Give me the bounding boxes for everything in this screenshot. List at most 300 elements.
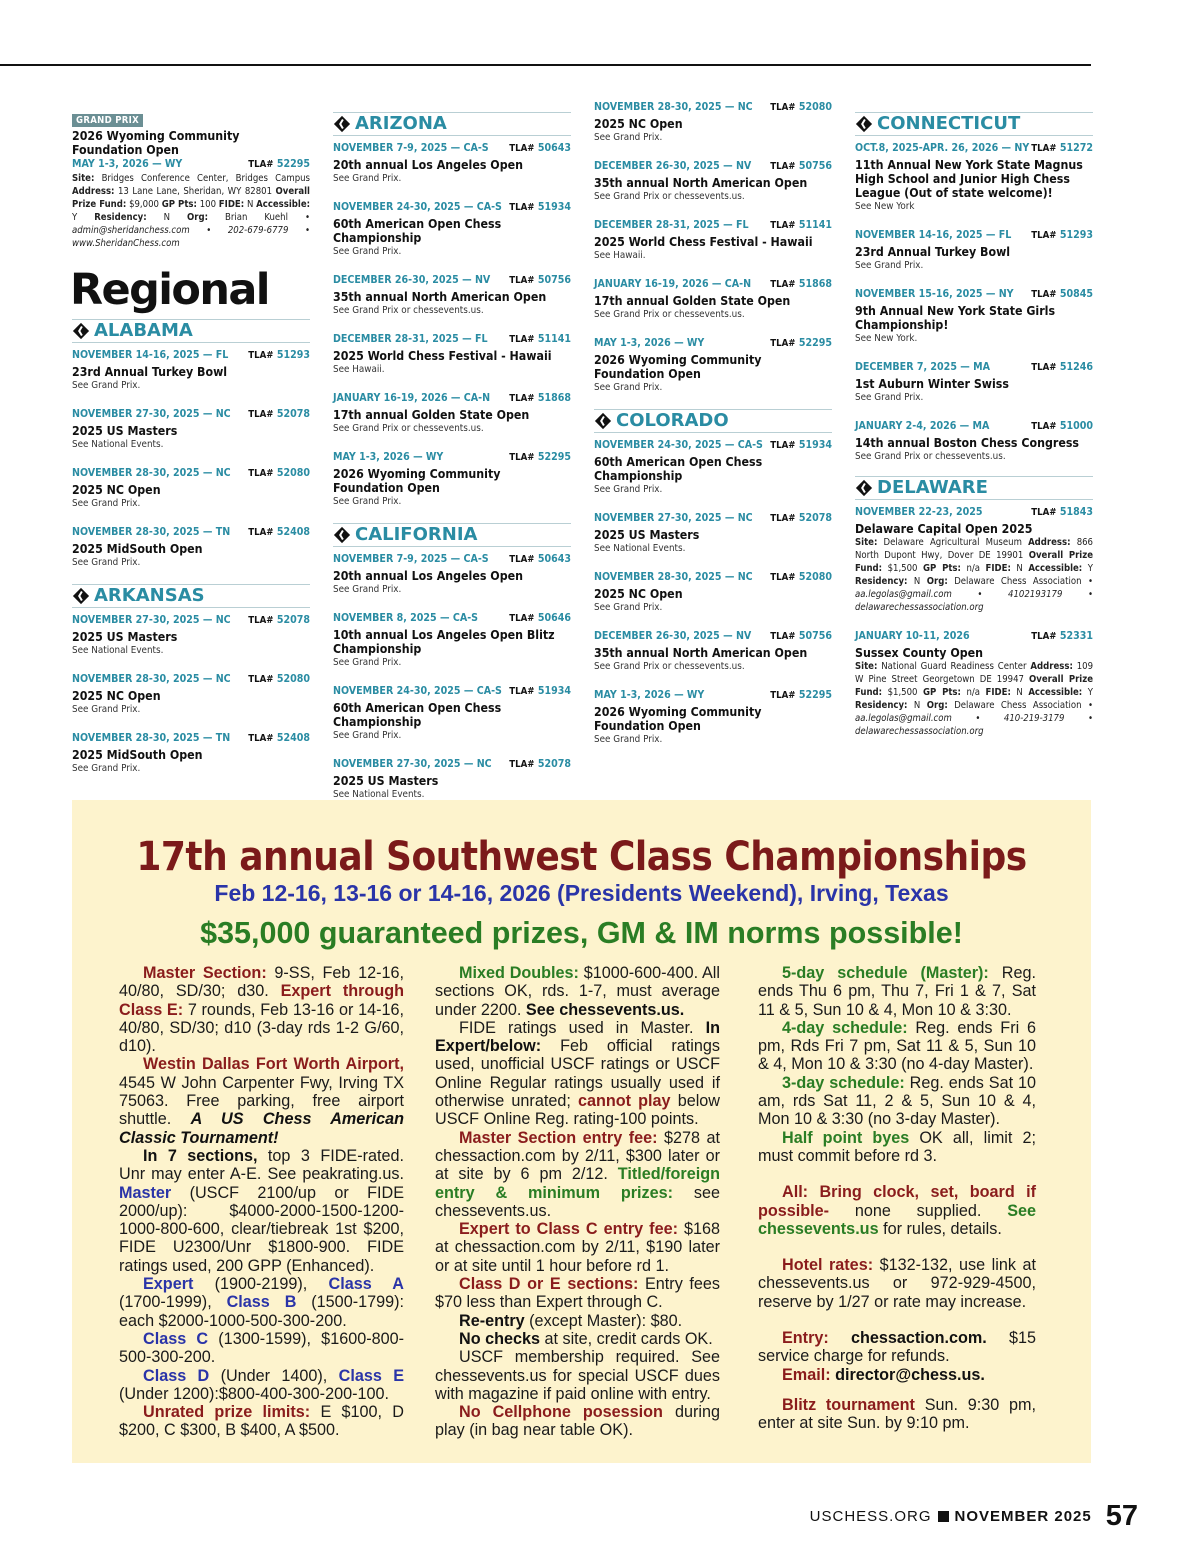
ad-prize-headline: $35,000 guaranteed prizes, GM & IM norms possible!	[200, 916, 963, 950]
tla-label: TLA#	[1031, 421, 1057, 432]
event-entry	[594, 511, 832, 555]
event-date: NOVEMBER 15-16, 2025 — NY	[855, 288, 1014, 300]
event-date: NOVEMBER 24-30, 2025 — CA-S	[594, 439, 763, 451]
tla-number: 52078	[537, 758, 571, 770]
event-entry	[333, 141, 571, 185]
ad-paragraph	[119, 1330, 404, 1367]
event-date-row	[855, 287, 1093, 302]
event-date-row	[333, 391, 571, 406]
ad-paragraph	[119, 964, 404, 1055]
ad-key: Titled/foreign entry & minimum prizes:	[435, 1165, 720, 1202]
tla-number: 51246	[1059, 361, 1093, 373]
event-date-row	[72, 525, 310, 540]
event-date: NOVEMBER 27-30, 2025 — NC	[72, 408, 231, 420]
tla-number: 52080	[276, 467, 310, 479]
event-note: See Grand Prix or chessevents.us.	[333, 305, 484, 316]
ad-paragraph	[435, 1220, 720, 1275]
event-title: 2025 MidSouth Open	[72, 748, 203, 762]
fide-label: FIDE:	[218, 199, 245, 210]
event-entry	[333, 552, 571, 596]
event-title: 2025 NC Open	[72, 483, 161, 497]
tla-number: 52080	[798, 101, 832, 113]
tla-number: 51000	[1059, 420, 1093, 432]
ad-paragraph	[435, 1330, 720, 1348]
event-date: NOVEMBER 28-30, 2025 — NC	[72, 467, 231, 479]
tla-number: 51934	[798, 439, 832, 451]
tla	[509, 684, 571, 699]
event-entry	[855, 287, 1093, 345]
event-date: JANUARY 16-19, 2026 — CA-N	[594, 278, 752, 290]
ad-paragraph	[758, 1366, 1036, 1384]
event-entry	[333, 273, 571, 317]
event-entry	[72, 407, 310, 451]
event-title: 2026 Wyoming Community Foundation Open	[594, 705, 762, 733]
chess-knight-icon	[855, 115, 873, 133]
ad-key: All: Bring clock, set, board if possible-	[758, 1183, 1036, 1220]
ad-text: (except Master): $80.	[524, 1311, 683, 1330]
tla	[509, 757, 571, 772]
ad-column-2	[435, 964, 720, 1440]
event-date: NOVEMBER 14-16, 2025 — FL	[855, 229, 1012, 241]
tla-label: TLA#	[248, 527, 274, 538]
ad-paragraph	[435, 1403, 720, 1440]
ad-column-3	[758, 964, 1036, 1433]
event-entry	[855, 228, 1093, 272]
event-date-row	[72, 348, 310, 363]
accessible-value: Y	[1087, 687, 1093, 698]
tla	[509, 552, 571, 567]
tla-label: TLA#	[770, 690, 796, 701]
ad-key: 5-day schedule (Master):	[782, 964, 989, 982]
ad-key: Expert through Class E:	[119, 982, 404, 1019]
event-note: See Grand Prix or chessevents.us.	[594, 191, 745, 202]
tla	[1031, 141, 1093, 156]
event-date: JANUARY 2-4, 2026 — MA	[855, 420, 990, 432]
fide-label: FIDE:	[985, 563, 1011, 574]
ad-text: (1300-1599), $1600-800-500-300-200.	[119, 1329, 404, 1367]
event-note: See Grand Prix.	[594, 484, 663, 495]
state-group	[855, 112, 1093, 463]
column-3	[594, 100, 832, 761]
state-group	[72, 584, 310, 775]
ad-text: 9-SS, Feb 12-16, 40/80, SD/30; d30.	[119, 964, 404, 1001]
tla	[509, 200, 571, 215]
ad-paragraph	[435, 1312, 720, 1330]
tla-number: 50646	[537, 612, 571, 624]
event-title: 10th annual Los Angeles Open Blitz Championship	[333, 628, 555, 656]
address-value: 866 North Dupont Hwy, Dover DE 19901	[855, 537, 1093, 561]
footer-site: USCHESS.ORG	[809, 1508, 932, 1525]
event-date: JANUARY 16-19, 2026 — CA-N	[333, 392, 491, 404]
event-date: NOVEMBER 28-30, 2025 — NC	[72, 673, 231, 685]
event-date: MAY 1-3, 2026 — WY	[594, 689, 705, 701]
tla-label: TLA#	[509, 759, 535, 770]
event-note: See National Events.	[333, 789, 425, 800]
event-date: NOVEMBER 24-30, 2025 — CA-S	[333, 685, 502, 697]
gp-value: 100	[199, 199, 217, 210]
tla-number: 52080	[798, 571, 832, 583]
ad-key: Master Section entry fee:	[459, 1128, 658, 1147]
tla-number: 51293	[1059, 229, 1093, 241]
chess-knight-icon	[333, 115, 351, 133]
tla	[770, 218, 832, 233]
event-date: NOVEMBER 8, 2025 — CA-S	[333, 612, 479, 624]
residency-value: N	[163, 212, 171, 223]
event-date-row	[594, 629, 832, 644]
event-date-row	[333, 273, 571, 288]
gp-value: n/a	[966, 563, 980, 574]
tla-label: TLA#	[509, 393, 535, 404]
event-title: 23rd Annual Turkey Bowl	[855, 245, 1011, 259]
event-note: See Grand Prix.	[72, 763, 141, 774]
tla	[1031, 419, 1093, 434]
contact-value: admin@sheridanchess.com • 202-679-6779 • www.SheridanChess.com	[72, 225, 310, 249]
accessible-value: Y	[72, 212, 78, 223]
tla-label: TLA#	[1031, 362, 1057, 373]
event-date: NOVEMBER 24-30, 2025 — CA-S	[333, 201, 502, 213]
event-entry	[855, 360, 1093, 404]
ad-paragraph	[119, 1367, 404, 1404]
fide-label: FIDE:	[985, 687, 1011, 698]
ad-text: for rules, details.	[878, 1219, 1002, 1238]
event-title: 23rd Annual Turkey Bowl	[72, 365, 228, 379]
event-sussex-county	[855, 629, 1093, 738]
site-label: Site:	[72, 173, 95, 184]
ad-key: Class B	[226, 1293, 297, 1312]
tla	[509, 332, 571, 347]
ad-text: top 3 FIDE-rated. Unr may enter A-E. See peakrating.us.	[119, 1146, 404, 1184]
event-entry	[72, 466, 310, 510]
event-date-row	[855, 141, 1093, 156]
event-title: Delaware Capital Open 2025	[855, 522, 1033, 536]
event-date: DECEMBER 7, 2025 — MA	[855, 361, 990, 373]
site-label: Site:	[855, 537, 878, 548]
column-2	[333, 108, 571, 816]
tla	[770, 100, 832, 115]
event-title: 2025 US Masters	[72, 424, 178, 438]
ad-key: Hotel rates:	[782, 1256, 874, 1275]
fide-value: N	[1016, 563, 1023, 574]
tla	[248, 525, 310, 540]
ad-text: FIDE ratings used in Master.	[459, 1018, 706, 1037]
event-wyoming-gp	[72, 129, 310, 250]
tla-number: 52408	[276, 732, 310, 744]
tla	[770, 511, 832, 526]
event-details	[72, 172, 310, 250]
state-name: ALABAMA	[94, 320, 193, 341]
ad-text: at site, credit cards OK.	[539, 1329, 713, 1348]
residency-label: Residency:	[855, 576, 908, 587]
tla-label: TLA#	[770, 161, 796, 172]
site-value: National Guard Readiness Center	[881, 661, 1027, 672]
tla	[509, 611, 571, 626]
event-note: See Hawaii.	[594, 250, 646, 261]
ad-key: Class A	[328, 1275, 404, 1294]
tla-label: TLA#	[770, 440, 796, 451]
ad-text: (1700-1999),	[119, 1293, 227, 1312]
accessible-label: Accessible:	[1028, 687, 1083, 698]
ad-paragraph	[435, 1129, 720, 1220]
ad-text: $1000-600-400. All sections OK, rds. 1-7, must average under 2200.	[435, 964, 720, 1019]
event-date-row	[333, 332, 571, 347]
column-4	[855, 108, 1093, 753]
event-title: 17th annual Golden State Open	[333, 408, 530, 422]
page-number: 57	[1105, 1500, 1138, 1532]
ad-text: during play (in bag near table OK).	[435, 1403, 720, 1440]
org-value: Brian Kuehl •	[225, 212, 310, 223]
event-date: DECEMBER 28-31, 2025 — FL	[333, 333, 488, 345]
address-label: Address:	[1030, 661, 1073, 672]
event-note: See Grand Prix or chessevents.us.	[333, 423, 484, 434]
event-date: DECEMBER 26-30, 2025 — NV	[333, 274, 491, 286]
event-entry	[594, 159, 832, 203]
contact-value: aa.legolas@gmail.com • 410-219-3179 • delawarechessassociation.org	[855, 713, 1093, 737]
event-note: See National Events.	[72, 439, 164, 450]
event-date-row	[333, 141, 571, 156]
event-date: NOVEMBER 27-30, 2025 — NC	[333, 758, 492, 770]
state-name: ARKANSAS	[94, 585, 205, 606]
org-value: Delaware Chess Association •	[954, 700, 1094, 711]
tla-label: TLA#	[770, 631, 796, 642]
tla-label: TLA#	[509, 452, 535, 463]
tla-number: 52295	[798, 337, 832, 349]
tla-number: 50756	[798, 160, 832, 172]
gp-label: GP Pts:	[923, 563, 961, 574]
event-note: See Grand Prix.	[594, 132, 663, 143]
ad-paragraph	[435, 1019, 720, 1129]
event-entry	[333, 684, 571, 742]
event-date-row	[72, 613, 310, 628]
state-group	[594, 409, 832, 746]
tla	[248, 613, 310, 628]
tla-label: TLA#	[509, 334, 535, 345]
event-note: See Grand Prix.	[855, 260, 924, 271]
tla-label: TLA#	[248, 615, 274, 626]
tla-number: 50756	[537, 274, 571, 286]
ad-text: Reg. ends Sat 10 am, rds Sat 11, 2 & 5, Sun 10 & 4, Mon 10 & 3:30 (no 3-day Master).	[758, 1073, 1036, 1129]
event-note: See Grand Prix.	[333, 657, 402, 668]
event-title: 2026 Wyoming Community Foundation Open	[594, 353, 762, 381]
ad-key: See chessevents.us	[758, 1201, 1036, 1238]
ad-paragraph	[758, 1019, 1036, 1074]
accessible-label: Accessible:	[256, 199, 311, 210]
event-date: MAY 1-3, 2026 — WY	[72, 158, 183, 170]
residency-value: N	[913, 700, 921, 711]
ad-text: Reg. ends Thu 6 pm, Thu 7, Fri 1 & 7, Sat 11 & 5, Sun 10 & 4, Mon 10 & 3:30.	[758, 964, 1036, 1019]
state-group	[333, 523, 571, 801]
ad-text: below USCF Online Reg. rating-100 points.	[435, 1092, 720, 1129]
site-value: Bridges Conference Center, Bridges Campus	[101, 173, 310, 184]
event-title: 11th Annual New York State Magnus High School and Junior High Chess League (Out of state welcome)!	[855, 158, 1083, 200]
tla-label: TLA#	[248, 733, 274, 744]
event-note: See Grand Prix.	[333, 246, 402, 257]
event-title: 35th annual North American Open	[333, 290, 547, 304]
footer-issue: NOVEMBER 2025	[954, 1508, 1092, 1525]
ad-paragraph	[758, 1183, 1036, 1238]
ad-key: 3-day schedule:	[782, 1073, 905, 1092]
state-header	[333, 523, 571, 547]
event-date: NOVEMBER 28-30, 2025 — NC	[594, 571, 753, 583]
state-header	[333, 112, 571, 136]
chess-knight-icon	[594, 412, 612, 430]
ad-key: Unrated prize limits:	[143, 1403, 311, 1422]
event-date-row	[855, 228, 1093, 243]
event-date-row	[72, 731, 310, 746]
event-date: NOVEMBER 14-16, 2025 — FL	[72, 349, 229, 361]
gp-value: n/a	[966, 687, 980, 698]
chess-knight-icon	[72, 322, 90, 340]
ad-key: 4-day schedule:	[782, 1018, 908, 1037]
event-date-row	[72, 407, 310, 422]
ad-paragraph	[435, 1348, 720, 1403]
event-date: MAY 1-3, 2026 — WY	[333, 451, 444, 463]
tla-number: 52295	[276, 158, 310, 170]
address-value: 109 W Pine Street Georgetown DE 19947	[855, 661, 1094, 685]
event-date: NOVEMBER 27-30, 2025 — NC	[594, 512, 753, 524]
event-title: 2025 NC Open	[594, 117, 683, 131]
event-title: Sussex County Open	[855, 646, 984, 660]
event-title: 1st Auburn Winter Swiss	[855, 377, 1009, 391]
tla-label: TLA#	[770, 572, 796, 583]
grand-prix-badge: GRAND PRIX	[72, 114, 143, 127]
tla-number: 50643	[537, 553, 571, 565]
ad-column-1	[119, 964, 404, 1440]
tla-number: 52078	[798, 512, 832, 524]
tla	[509, 141, 571, 156]
tla	[770, 570, 832, 585]
ad-text: (1900-2199),	[193, 1275, 329, 1294]
chess-knight-icon	[333, 526, 351, 544]
tla-label: TLA#	[509, 143, 535, 154]
tla	[248, 672, 310, 687]
event-entry	[333, 332, 571, 376]
tla	[248, 466, 310, 481]
tla-number: 52078	[276, 614, 310, 626]
ad-key: Class D	[143, 1366, 210, 1385]
contact-value: aa.legolas@gmail.com • 4102193179 • delawarechessassociation.org	[855, 589, 1093, 613]
ad-paragraph	[758, 964, 1036, 1019]
event-date-row	[855, 629, 1093, 644]
tla-number: 52080	[276, 673, 310, 685]
event-date-row	[594, 336, 832, 351]
prize-value: $1,500	[887, 687, 918, 698]
event-title: 2026 Wyoming Community Foundation Open	[72, 129, 240, 157]
event-entry	[333, 757, 571, 801]
event-date-row	[594, 688, 832, 703]
event-title: 2025 US Masters	[72, 630, 178, 644]
ad-key: In Expert/below:	[435, 1018, 720, 1056]
state-header-delaware	[855, 476, 1093, 500]
event-title: 2025 NC Open	[594, 587, 683, 601]
ad-paragraph	[119, 1403, 404, 1440]
tla-label: TLA#	[248, 468, 274, 479]
tla-label: TLA#	[248, 674, 274, 685]
event-group	[594, 100, 832, 394]
state-name: CALIFORNIA	[355, 524, 478, 545]
tla-label: TLA#	[509, 275, 535, 286]
event-date-row	[333, 552, 571, 567]
event-note: See Grand Prix.	[594, 602, 663, 613]
ad-text: 7 rounds, Feb 13-16 or 14-16, 40/80, SD/30; d10 (3-day rds 1-2 G/60, d10).	[119, 1000, 404, 1056]
tla-number: 51141	[537, 333, 571, 345]
ad-text: Sun. 9:30 pm, enter at site Sun. by 9:10 pm.	[758, 1395, 1036, 1433]
tla-label: TLA#	[1031, 631, 1057, 642]
tla-number: 51934	[537, 201, 571, 213]
tla-number: 50845	[1059, 288, 1093, 300]
ad-key: Expert	[143, 1275, 194, 1294]
ad-key: Master Section:	[143, 964, 267, 982]
tla-label: TLA#	[509, 613, 535, 624]
event-date: DECEMBER 26-30, 2025 — NV	[594, 630, 752, 642]
event-date-row	[333, 684, 571, 699]
event-entry	[594, 570, 832, 614]
event-note: See Grand Prix.	[594, 734, 663, 745]
event-note: See Grand Prix or chessevents.us.	[855, 451, 1006, 462]
event-details	[855, 660, 1093, 738]
tla-label: TLA#	[1031, 507, 1057, 518]
event-note: See Grand Prix.	[333, 173, 402, 184]
ad-key: In 7 sections,	[143, 1146, 258, 1165]
event-date: NOVEMBER 7-9, 2025 — CA-S	[333, 553, 489, 565]
event-title: 2025 US Masters	[333, 774, 439, 788]
event-date-row	[72, 157, 310, 172]
tla-label: TLA#	[509, 554, 535, 565]
chess-knight-icon	[72, 587, 90, 605]
gp-label: GP Pts:	[161, 199, 197, 210]
tla-number: 51868	[537, 392, 571, 404]
event-note: See Grand Prix or chessevents.us.	[594, 661, 745, 672]
event-entry	[72, 672, 310, 716]
ad-key: Email:	[782, 1365, 831, 1384]
event-date: NOVEMBER 28-30, 2025 — TN	[72, 732, 231, 744]
org-label: Org:	[187, 212, 209, 223]
fide-value: N	[246, 199, 254, 210]
event-title: 2025 World Chess Festival - Hawaii	[594, 235, 813, 249]
org-value: Delaware Chess Association •	[954, 576, 1094, 587]
ad-key: Entry:	[782, 1329, 829, 1348]
event-date: JANUARY 10-11, 2026	[855, 630, 970, 642]
event-note: See Grand Prix.	[855, 392, 924, 403]
tla-number: 52331	[1059, 630, 1093, 642]
event-title: 35th annual North American Open	[594, 646, 808, 660]
tla	[509, 273, 571, 288]
tla	[770, 438, 832, 453]
event-note: See Grand Prix.	[333, 584, 402, 595]
event-date: NOVEMBER 28-30, 2025 — TN	[72, 526, 231, 538]
tla-label: TLA#	[1031, 143, 1057, 154]
event-entry	[594, 100, 832, 144]
ad-text: 4545 W John Carpenter Fwy, Irving TX 75063. Free parking, free airport shuttle.	[119, 1073, 404, 1129]
tla	[770, 688, 832, 703]
tla-label: TLA#	[248, 159, 274, 170]
state-name: CONNECTICUT	[877, 113, 1021, 134]
ad-text: (USCF 2100/up or FIDE 2000/up): $4000-2000-1500-1200-1000-800-600, clear/tiebreak 1st $200, FIDE U2300/Unr $1800-900. FIDE ratings used, 200 GPP (Enhanced).	[119, 1183, 404, 1275]
accessible-label: Accessible:	[1028, 563, 1083, 574]
event-title: 35th annual North American Open	[594, 176, 808, 190]
tla-label: TLA#	[509, 202, 535, 213]
tla-number: 52078	[276, 408, 310, 420]
ad-text: USCF membership required. See chessevents.us for special USCF dues with magazine if paid online with entry.	[435, 1348, 720, 1403]
event-entry	[594, 629, 832, 673]
tla	[1031, 287, 1093, 302]
event-date-row	[594, 159, 832, 174]
tla	[1031, 228, 1093, 243]
tla	[770, 277, 832, 292]
event-date-row	[855, 505, 1093, 520]
residency-value: N	[913, 576, 921, 587]
prize-value: $1,500	[887, 563, 918, 574]
event-entry	[72, 525, 310, 569]
